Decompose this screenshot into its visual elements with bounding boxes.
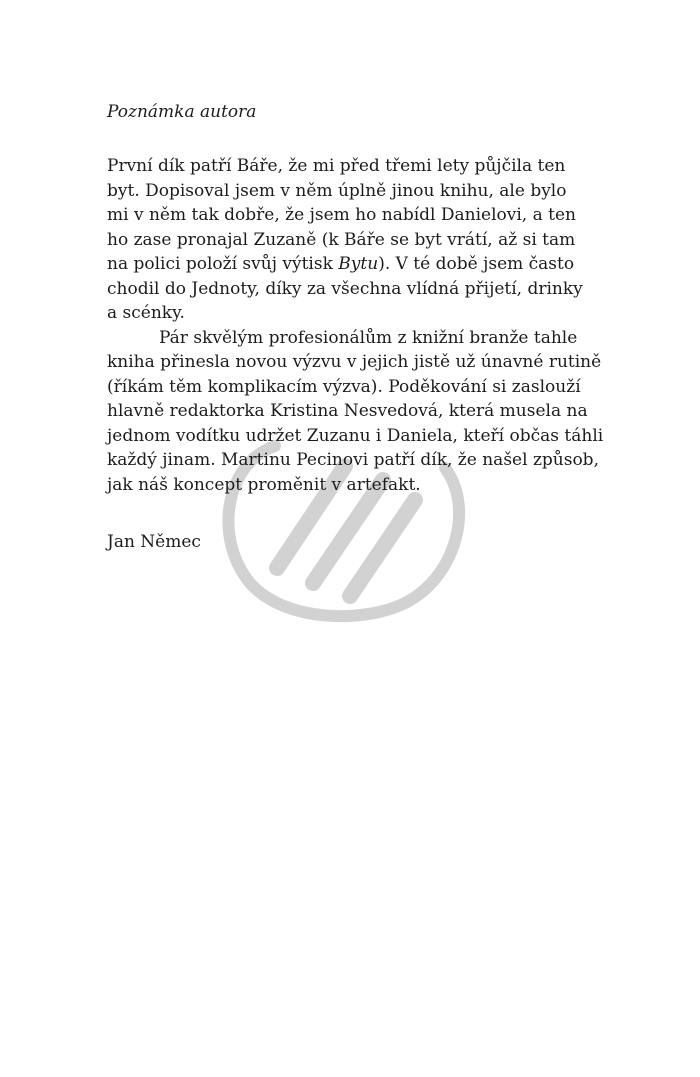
text-line-2: byt. Dopisoval jsem v něm úplně jinou knihu, ale bylo [107,180,567,201]
note-heading: Poznámka autora [107,102,257,122]
text-line-5-start: na polici položí svůj výtisk [107,254,333,274]
text-line-13: každý jinam. Martinu Pecinovi patří dík, že našel způsob, [107,450,599,470]
text-line-1: První dík patří Báře, že mi před třemi lety půjčila ten [107,156,566,176]
text-line-5 [107,252,587,277]
text-line-12: jednom vodítku udržet Zuzanu i Daniela, kteří občas táhli [107,425,604,446]
book-title-italic: Bytu [338,254,379,274]
text-line-6: chodil do Jednoty, díky za všechna vlídná přijetí, drinky [107,278,583,299]
text-line-14: jak náš koncept proměnit v artefakt. [107,474,421,495]
author-note [107,100,604,554]
text-line-4: ho zase pronajal Zuzaně (k Báře se byt vrátí, až si tam [107,229,576,250]
text-line-9: kniha přinesla novou výzvu v jejich jistě už únavné rutině [107,352,602,372]
text-line-11: hlavně redaktorka Kristina Nesvedová, která musela na [107,401,588,421]
text-line-10: (říkám těm komplikacím výzva). Poděkování si zaslouží [107,376,581,397]
text-line-3: mi v něm tak dobře, že jsem ho nabídl Danielovi, a ten [107,205,576,225]
text-line-8: Pár skvělým profesionálům z knižní branže tahle [159,327,578,348]
text-line-5-end: ). V té době jsem často [378,254,575,274]
text-line-7: a scénky. [107,303,185,323]
author-signature: Jan Němec [107,532,201,552]
